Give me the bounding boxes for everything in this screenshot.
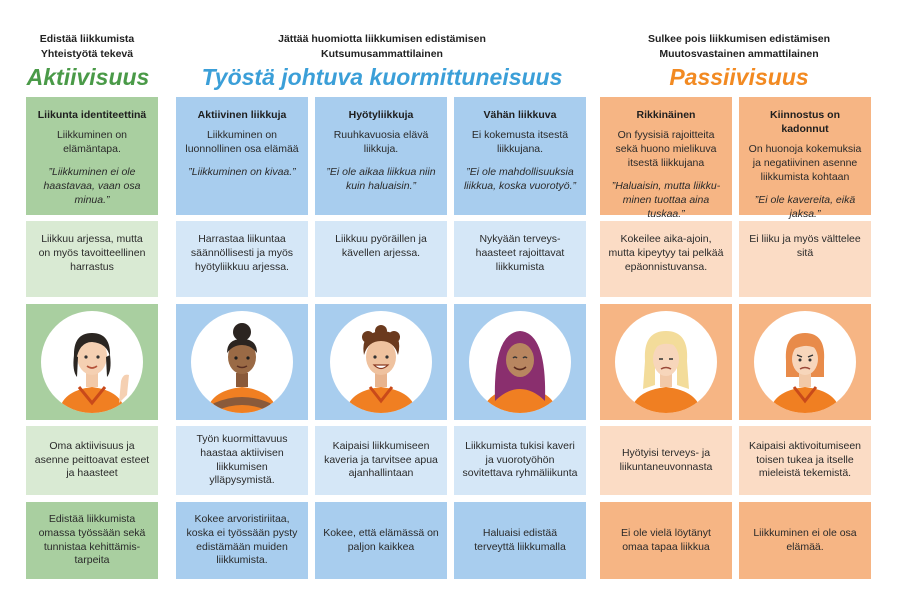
portrait-cell [315, 304, 447, 420]
header-right-line1: Sulkee pois liikkumisen edistämisen [647, 33, 831, 45]
habits-cell: Liikkuu arjessa, mutta on myös tavoitteellinen harrastus [26, 221, 158, 297]
profile-title: Hyötyliikkuja [348, 109, 414, 121]
header-middle-line2: Kutsumusammattilainen [321, 47, 443, 60]
header-left [22, 32, 152, 61]
profile-description: On huonoja kokemuksia ja negatiivinen asenne liikkumista kohtaan [748, 142, 862, 183]
group-title-aktiivisuus: Aktiivisuus [26, 64, 150, 90]
work-relation-cell: Kokee arvoristiriitaa, koska ei työssään pysty edistämään muiden liikkumista. [176, 502, 308, 579]
portrait-cell [176, 304, 308, 420]
portrait-cell [739, 304, 871, 420]
habits-cell: Nykyään terveys-haasteet rajoittavat liikkumista [454, 221, 586, 297]
portrait-cell [26, 304, 158, 420]
profile-quote: ”Haluaisin, mutta liikku-minen tuottaa aina tuskaa.” [611, 179, 721, 220]
support-needs-cell: Oma aktiivisuus ja asenne peittoavat esteet ja haasteet [26, 426, 158, 495]
profile-title: Vähän liikkuva [483, 109, 557, 121]
habits-cell: Harrastaa liikuntaa säännöllisesti ja myös hyötyliikkuu arjessa. [176, 221, 308, 297]
header-left-line2: Yhteistyötä tekevä [40, 47, 134, 60]
profile-description: Liikkuminen on luonnollinen osa elämää [185, 128, 299, 155]
profile-description: Ruuhkavuosia elävä liikkuja. [333, 128, 429, 155]
profile-quote: ”Liikkuminen on kivaa.” [188, 165, 296, 178]
profile-quote: ”Ei ole aikaa liikkua niin kuin haluaisin.” [326, 165, 436, 192]
profile-quote: ”Ei ole mahdollisuuksia liikkua, koska vuorotyö.” [463, 165, 577, 192]
woman-curly-bun-arms-crossed-icon [191, 311, 293, 413]
work-relation-cell: Haluaisi edistää terveyttä liikkumalla [454, 502, 586, 579]
portrait-cell [600, 304, 732, 420]
profile-card [176, 97, 308, 215]
support-needs-cell: Työn kuormittavuus haastaa aktiivisen liikkumisen ylläpysymistä. [176, 426, 308, 495]
header-middle-line1: Jättää huomiotta liikkumisen edistämisen [278, 33, 486, 45]
header-right-line2: Muutosvastainen ammattilainen [659, 47, 819, 60]
habits-cell: Kokeilee aika-ajoin, mutta kipeytyy tai pelkää epäonnistuvansa. [600, 221, 732, 297]
man-curly-hair-smiling-icon [330, 311, 432, 413]
profile-title: Rikkinäinen [636, 109, 696, 121]
profile-title: Kiinnostus on kadonnut [770, 109, 840, 135]
woman-blonde-sad-icon [615, 311, 717, 413]
portrait-cell [454, 304, 586, 420]
habits-cell: Liikkuu pyöräillen ja kävellen arjessa. [315, 221, 447, 297]
profile-title: Liikunta identiteettinä [37, 109, 147, 121]
profile-card [315, 97, 447, 215]
profile-quote: ”Ei ole kavereita, eikä jaksa.” [754, 193, 856, 220]
profile-card [600, 97, 732, 220]
header-left-line1: Edistää liikkumista [39, 33, 135, 45]
group-title-kuormittuneisuus: Työstä johtuva kuormittuneisuus [201, 64, 563, 90]
work-relation-cell: Kokee, että elämässä on paljon kaikkea [315, 502, 447, 579]
header-middle [176, 32, 588, 61]
header-right [600, 32, 878, 61]
support-needs-cell: Kaipaisi liikkumiseen kaveria ja tarvitsee apua ajanhallintaan [315, 426, 447, 495]
woman-hijab-smiling-icon [469, 311, 571, 413]
profile-description: On fyysisiä rajoitteita sekä huono mielikuva itsestä liikkujana [615, 128, 717, 169]
profile-card [26, 97, 158, 215]
support-needs-cell: Liikkumista tukisi kaveri ja vuorotyöhön sovitettava ryhmäliikunta [454, 426, 586, 495]
profile-title: Aktiivinen liikkuja [197, 109, 287, 121]
profile-card [739, 97, 871, 220]
support-needs-cell: Hyötyisi terveys- ja liikuntaneuvonnasta [600, 426, 732, 495]
work-relation-cell: Liikkuminen ei ole osa elämää. [739, 502, 871, 579]
woman-red-bob-worried-icon [754, 311, 856, 413]
work-relation-cell: Edistää liikkumista omassa työssään sekä tunnistaa kehittämis-tarpeita [26, 502, 158, 579]
profile-description: Ei kokemusta itsestä liikkujana. [471, 128, 569, 155]
profile-description: Liikkuminen on elämäntapa. [56, 128, 128, 155]
profile-quote: ”Liikkuminen ei ole haastavaa, vaan osa minua.” [43, 165, 141, 206]
group-title-passiivisuus: Passiivisuus [669, 64, 809, 90]
work-relation-cell: Ei ole vielä löytänyt omaa tapaa liikkua [600, 502, 732, 579]
profile-card [454, 97, 586, 215]
habits-cell: Ei liiku ja myös välttelee sitä [739, 221, 871, 297]
support-needs-cell: Kaipaisi aktivoitumiseen toisen tukea ja itselle mieleistä tekemistä. [739, 426, 871, 495]
woman-dark-hair-waving-icon [41, 311, 143, 413]
